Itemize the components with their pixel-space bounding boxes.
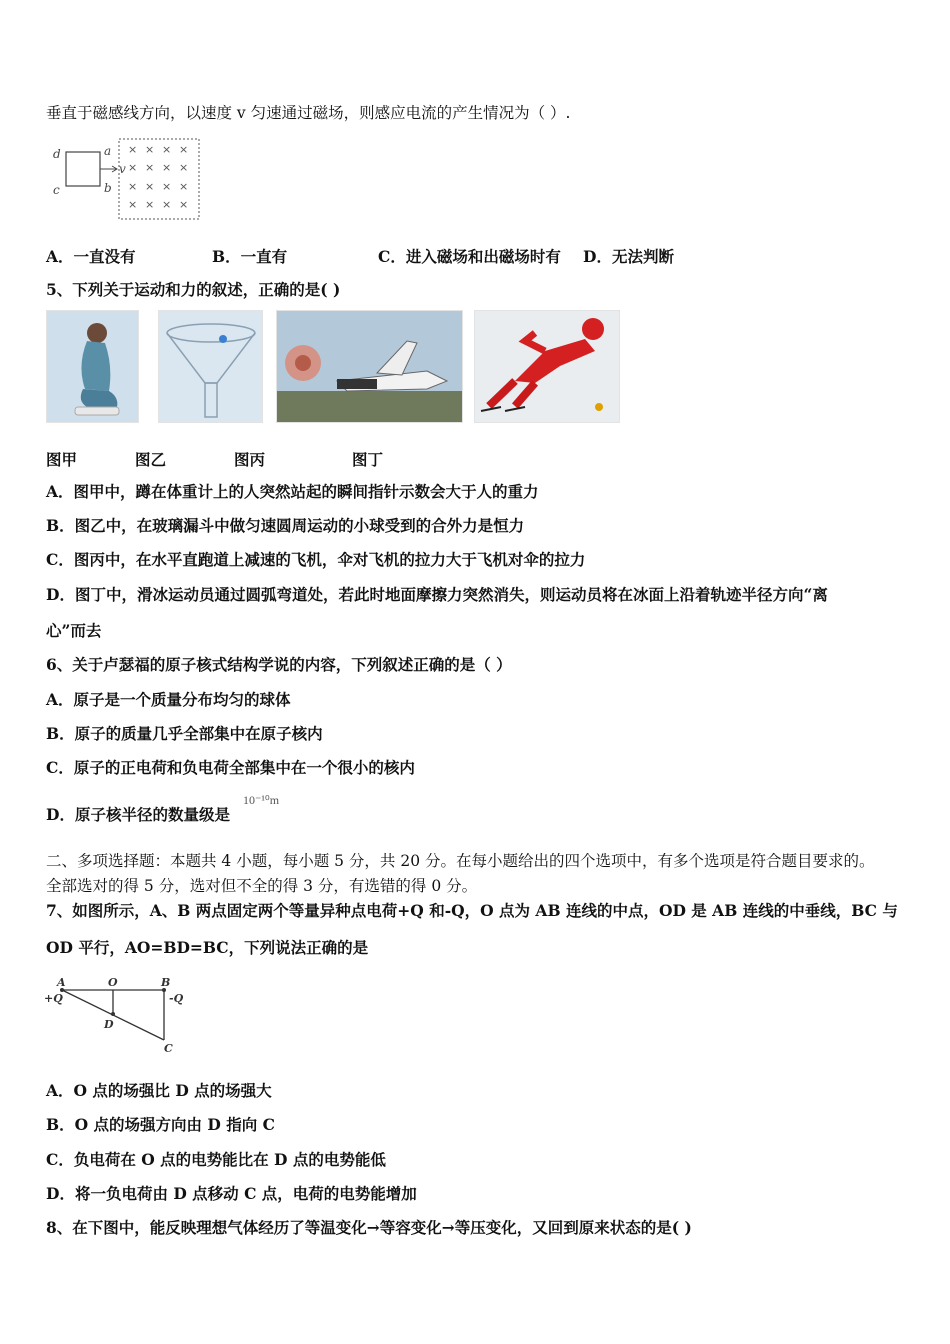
svg-text:×: ×	[179, 180, 189, 193]
point-d	[111, 1012, 115, 1016]
q7-option-a: A．O 点的场强比 D 点的场强大	[46, 1081, 272, 1100]
q5-option-a: A．图甲中，蹲在体重计上的人突然站起的瞬间指针示数会大于人的重力	[46, 482, 539, 501]
svg-text:×: ×	[145, 180, 155, 193]
photo-yi	[158, 310, 263, 423]
label-minus-q: -Q	[169, 992, 184, 1005]
svg-text:×: ×	[179, 143, 189, 156]
q5-option-c: C．图丙中，在水平直跑道上减速的飞机，伞对飞机的拉力大于飞机对伞的拉力	[46, 550, 586, 569]
svg-text:×: ×	[128, 161, 138, 174]
q7-figure	[42, 974, 192, 1058]
q7-option-b: B．O 点的场强方向由 D 指向 C	[46, 1115, 275, 1134]
svg-text:×: ×	[128, 143, 138, 156]
q5-stem: 5、下列关于运动和力的叙述，正确的是( )	[46, 280, 341, 299]
label-D: D	[104, 1018, 114, 1031]
q6-option-b: B．原子的质量几乎全部集中在原子核内	[46, 724, 323, 743]
section2-line2: 全部选对的得 5 分，选对但不全的得 3 分，有选错的得 0 分。	[46, 877, 478, 895]
caption-ding: 图丁	[352, 450, 384, 469]
q4-option-d: D．无法判断	[583, 247, 674, 266]
label-C: C	[164, 1042, 173, 1055]
label-A: A	[57, 976, 66, 989]
coil-square	[66, 152, 100, 186]
q7-option-d: D．将一负电荷由 D 点移动 C 点，电荷的电势能增加	[46, 1184, 417, 1203]
label-O: O	[108, 976, 118, 989]
svg-text:×: ×	[162, 198, 172, 211]
q4-option-b: B．一直有	[212, 247, 288, 266]
label-plus-q: +Q	[44, 992, 63, 1005]
field-crosses	[128, 143, 188, 211]
svg-text:×: ×	[162, 180, 172, 193]
svg-text:×: ×	[128, 198, 138, 211]
q7-stem-1: 7、如图所示，A、B 两点固定两个等量异种点电荷+Q 和-Q，O 点为 AB 连线的中点，OD 是 AB 连线的中垂线，BC 与	[46, 901, 898, 920]
label-b: b	[104, 181, 112, 195]
q8-stem: 8、在下图中，能反映理想气体经历了等温变化→等容变化→等压变化，又回到原来状态的是( )	[46, 1218, 692, 1237]
q4-option-c: C．进入磁场和出磁场时有	[378, 247, 561, 266]
q4-figure	[46, 138, 206, 222]
q6-option-c: C．原子的正电荷和负电荷全部集中在一个很小的核内	[46, 758, 415, 777]
caption-yi: 图乙	[135, 450, 167, 469]
caption-jia: 图甲	[46, 450, 78, 469]
q5-option-b: B．图乙中，在玻璃漏斗中做匀速圆周运动的小球受到的合外力是恒力	[46, 516, 525, 535]
svg-text:×: ×	[128, 180, 138, 193]
q5-option-d: D．图丁中，滑冰运动员通过圆弧弯道处，若此时地面摩擦力突然消失，则运动员将在冰面上沿着轨迹半径方向“离	[46, 585, 828, 604]
svg-text:×: ×	[162, 143, 172, 156]
caption-bing: 图丙	[234, 450, 266, 469]
q6-option-d: D．原子核半径的数量级是	[46, 805, 230, 824]
q6-formula: 10⁻¹⁰m	[243, 793, 280, 807]
label-a: a	[104, 144, 112, 158]
svg-text:×: ×	[179, 198, 189, 211]
q4-stem: 垂直于磁感线方向，以速度 v 匀速通过磁场，则感应电流的产生情况为（ ）.	[46, 104, 571, 122]
label-d: d	[53, 147, 61, 161]
section2-line1: 二、多项选择题：本题共 4 小题，每小题 5 分，共 20 分。在每小题给出的四个选项中，有多个选项是符合题目要求的。	[46, 852, 875, 870]
q7-option-c: C．负电荷在 O 点的电势能比在 D 点的电势能低	[46, 1150, 386, 1169]
svg-text:×: ×	[145, 143, 155, 156]
photo-bing	[276, 310, 463, 423]
q6-option-a: A．原子是一个质量分布均匀的球体	[46, 690, 291, 709]
svg-text:×: ×	[179, 161, 189, 174]
label-B: B	[161, 976, 171, 989]
svg-text:×: ×	[145, 161, 155, 174]
q5-option-d-cont: 心”而去	[46, 621, 102, 640]
label-v: v	[119, 162, 126, 176]
svg-text:×: ×	[162, 161, 172, 174]
q6-stem: 6、关于卢瑟福的原子核式结构学说的内容，下列叙述正确的是（ ）	[46, 655, 512, 674]
q4-option-a: A．一直没有	[46, 247, 136, 266]
svg-text:×: ×	[145, 198, 155, 211]
q7-stem-2: OD 平行，AO=BD=BC，下列说法正确的是	[46, 938, 369, 957]
photo-jia	[46, 310, 139, 423]
label-c: c	[53, 183, 60, 197]
photo-ding	[474, 310, 620, 423]
